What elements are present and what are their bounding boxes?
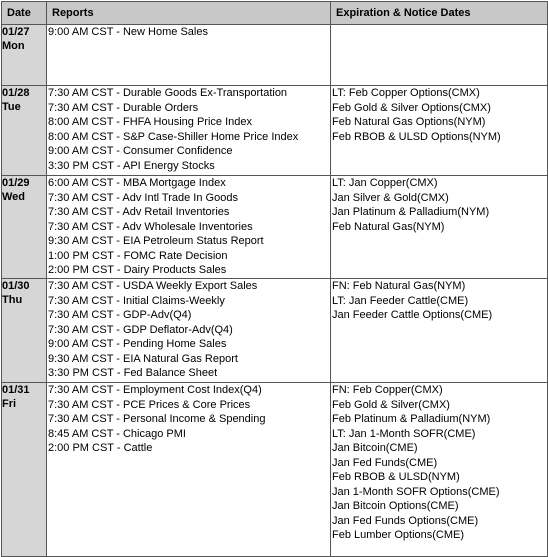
report-item: 3:30 PM CST - Fed Balance Sheet <box>48 367 218 379</box>
report-item: 9:00 AM CST - New Home Sales <box>48 26 208 38</box>
report-item: 7:30 AM CST - GDP Deflator-Adv(Q4) <box>48 323 233 336</box>
date-cell <box>2 176 47 279</box>
expiration-item: Feb Gold & Silver(CMX) <box>332 398 450 411</box>
economic-calendar-table <box>1 1 548 557</box>
expirations-cell <box>331 176 548 279</box>
date-label: 01/27 <box>2 26 30 38</box>
expiration-item: Jan 1-Month SOFR Options(CME) <box>332 485 500 498</box>
reports-cell <box>47 279 331 383</box>
expiration-item: Jan Platinum & Palladium(NYM) <box>332 206 490 218</box>
weekday-label: Mon <box>2 40 25 52</box>
report-item: 7:30 AM CST - Personal Income & Spending <box>48 413 266 425</box>
report-item: 9:30 AM CST - EIA Petroleum Status Report <box>48 235 264 247</box>
weekday-label: Tue <box>2 101 21 113</box>
weekday-label: Wed <box>2 191 26 203</box>
report-item: 7:30 AM CST - Adv Wholesale Inventories <box>48 220 253 233</box>
expiration-item: Jan Fed Funds Options(CME) <box>332 514 479 527</box>
expiration-item: Feb Platinum & Palladium(NYM) <box>332 413 491 425</box>
header-reports: Reports <box>47 2 331 25</box>
date-cell <box>2 86 47 176</box>
weekday-label: Fri <box>2 398 17 410</box>
header-row <box>2 2 548 25</box>
date-cell <box>2 279 47 383</box>
report-item: 8:45 AM CST - Chicago PMI <box>48 427 186 440</box>
report-item: 9:00 AM CST - Consumer Confidence <box>48 145 233 157</box>
expiration-item: FN: Feb Copper(CMX) <box>332 384 443 396</box>
expirations-cell <box>331 383 548 557</box>
expirations-cell <box>331 279 548 383</box>
report-item: 7:30 AM CST - PCE Prices & Core Prices <box>48 398 251 411</box>
reports-cell <box>47 25 331 86</box>
expirations-cell <box>331 86 548 176</box>
report-item: 7:30 AM CST - Adv Retail Inventories <box>48 206 230 218</box>
expiration-item: Feb Natural Gas(NYM) <box>332 220 445 233</box>
expiration-item: LT: Feb Copper Options(CMX) <box>332 87 480 99</box>
expirations-cell <box>331 25 548 86</box>
report-item: 7:30 AM CST - Initial Claims-Weekly <box>48 294 225 307</box>
date-cell <box>2 383 47 557</box>
expiration-item: Feb Natural Gas Options(NYM) <box>332 116 486 128</box>
expiration-item: Feb RBOB & ULSD Options(NYM) <box>332 130 501 143</box>
reports-cell <box>47 383 331 557</box>
header-date: Date <box>2 2 47 25</box>
report-item: 7:30 AM CST - Employment Cost Index(Q4) <box>48 384 262 396</box>
reports-cell <box>47 86 331 176</box>
date-label: 01/30 <box>2 280 30 292</box>
date-label: 01/28 <box>2 87 30 99</box>
report-item: 7:30 AM CST - Durable Goods Ex-Transportation <box>48 87 288 99</box>
report-item: 2:00 PM CST - Cattle <box>48 442 153 454</box>
table-row <box>2 25 548 86</box>
expiration-item: Jan Bitcoin Options(CME) <box>332 500 459 512</box>
report-item: 9:00 AM CST - Pending Home Sales <box>48 338 227 350</box>
report-item: 7:30 AM CST - GDP-Adv(Q4) <box>48 309 192 321</box>
expiration-item: LT: Jan 1-Month SOFR(CME) <box>332 427 476 440</box>
header-expiration: Expiration & Notice Dates <box>331 2 548 25</box>
report-item: 6:00 AM CST - MBA Mortgage Index <box>48 177 226 189</box>
date-cell <box>2 25 47 86</box>
report-item: 7:30 AM CST - Durable Orders <box>48 101 199 114</box>
table-row <box>2 176 548 279</box>
reports-cell <box>47 176 331 279</box>
table-row <box>2 279 548 383</box>
table-row <box>2 86 548 176</box>
expiration-item: FN: Feb Natural Gas(NYM) <box>332 280 466 292</box>
calendar-body <box>2 25 548 557</box>
report-item: 8:00 AM CST - FHFA Housing Price Index <box>48 116 252 128</box>
expiration-item: LT: Jan Copper(CMX) <box>332 177 438 189</box>
expiration-item: Feb Gold & Silver Options(CMX) <box>332 101 491 114</box>
expiration-item: Jan Feeder Cattle Options(CME) <box>332 309 493 321</box>
report-item: 7:30 AM CST - Adv Intl Trade In Goods <box>48 191 238 204</box>
expiration-item: LT: Jan Feeder Cattle(CME) <box>332 294 469 307</box>
expiration-item: Feb RBOB & ULSD(NYM) <box>332 471 460 483</box>
expiration-item: Jan Silver & Gold(CMX) <box>332 191 449 204</box>
report-item: 9:30 AM CST - EIA Natural Gas Report <box>48 352 238 365</box>
report-item: 1:00 PM CST - FOMC Rate Decision <box>48 249 228 262</box>
expiration-item: Jan Bitcoin(CME) <box>332 442 418 454</box>
weekday-label: Thu <box>2 294 23 306</box>
table-row <box>2 383 548 557</box>
report-item: 7:30 AM CST - USDA Weekly Export Sales <box>48 280 258 292</box>
report-item: 2:00 PM CST - Dairy Products Sales <box>48 264 227 276</box>
report-item: 8:00 AM CST - S&P Case-Shiller Home Price Index <box>48 130 299 143</box>
date-label: 01/31 <box>2 384 30 396</box>
date-label: 01/29 <box>2 177 30 189</box>
expiration-item: Jan Fed Funds(CME) <box>332 456 438 469</box>
report-item: 3:30 PM CST - API Energy Stocks <box>48 159 215 172</box>
expiration-item: Feb Lumber Options(CME) <box>332 529 465 541</box>
